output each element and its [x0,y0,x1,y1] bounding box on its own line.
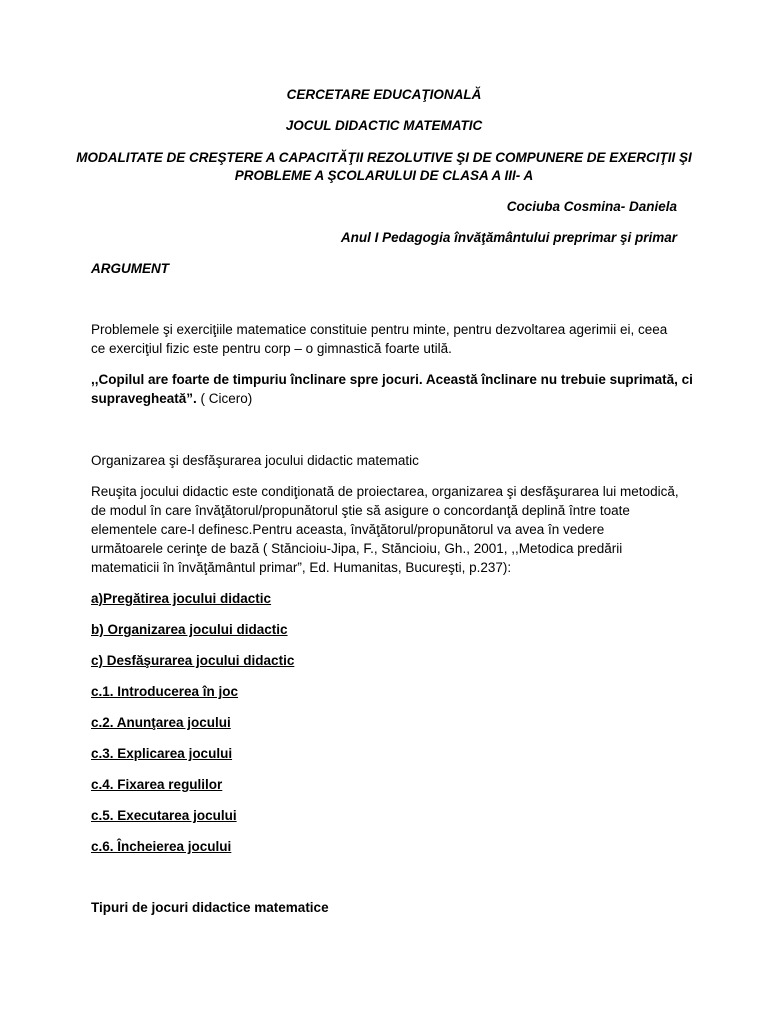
document-title: CERCETARE EDUCAŢIONALĂ [286,87,482,102]
step-item: c.3. Explicarea jocului [91,746,233,761]
step-item: c) Desfăşurarea jocului didactic [91,653,295,668]
step-item: c.1. Introducerea în joc [91,684,239,699]
argument-paragraph-line1: Problemele şi exerciţiile matematice constituie pentru minte, pentru dezvoltarea agerimii ei, ceea [91,322,668,337]
author-program: Anul I Pedagogia învăţământului preprimar şi primar [340,230,677,245]
step-item: c.4. Fixarea regulilor [91,777,223,792]
quote-text-end: supravegheată”. [91,391,197,406]
step-item: b) Organizarea jocului didactic [91,622,288,637]
quote-line2 [91,389,252,408]
organization-paragraph-line1: Reuşita jocului didactic este condiţionată de proiectarea, organizarea şi desfăşurarea lui metodică, [91,484,679,499]
organization-paragraph-line3: elementele care-l definesc.Pentru aceasta, învăţătorul/propunătorul va avea în vedere [91,522,605,537]
document-subtitle-line2: PROBLEME A ŞCOLARULUI DE CLASA A III- A [234,168,534,183]
document-subtitle-line1: MODALITATE DE CREŞTERE A CAPACITĂŢII REZOLUTIVE ŞI DE COMPUNERE DE EXERCIŢII ŞI [76,150,692,165]
author-name: Cociuba Cosmina- Daniela [506,199,677,214]
organization-paragraph-line4: următoarele cerinţe de bază ( Stăncioiu-Jipa, F., Stăncioiu, Gh., 2001, ,,Metodica predării [91,541,623,556]
step-item: c.6. Încheierea jocului [91,839,232,854]
organization-paragraph-line5: matematicii în învăţământul primar”, Ed. Humanitas, Bucureşti, p.237): [91,560,512,575]
organization-heading: Organizarea şi desfăşurarea jocului didactic matematic [91,453,419,468]
step-item: a)Pregătirea jocului didactic [91,591,272,606]
document-topic: JOCUL DIDACTIC MATEMATIC [285,118,483,133]
quote-line1: ,,Copilul are foarte de timpuriu înclinare spre jocuri. Această înclinare nu trebuie suprimată, ci [91,372,693,387]
step-item: c.5. Executarea jocului [91,808,237,823]
argument-paragraph-line2: ce exerciţiul fizic este pentru corp – o gimnastică foarte utilă. [91,341,452,356]
organization-paragraph-line2: de modul în care învăţătorul/propunătorul ştie să asigure o concordanţă deplină între toate [91,503,630,518]
types-heading: Tipuri de jocuri didactice matematice [91,900,329,915]
quote-source: ( Cicero) [196,391,253,406]
argument-heading: ARGUMENT [91,261,169,276]
step-item: c.2. Anunţarea jocului [91,715,231,730]
